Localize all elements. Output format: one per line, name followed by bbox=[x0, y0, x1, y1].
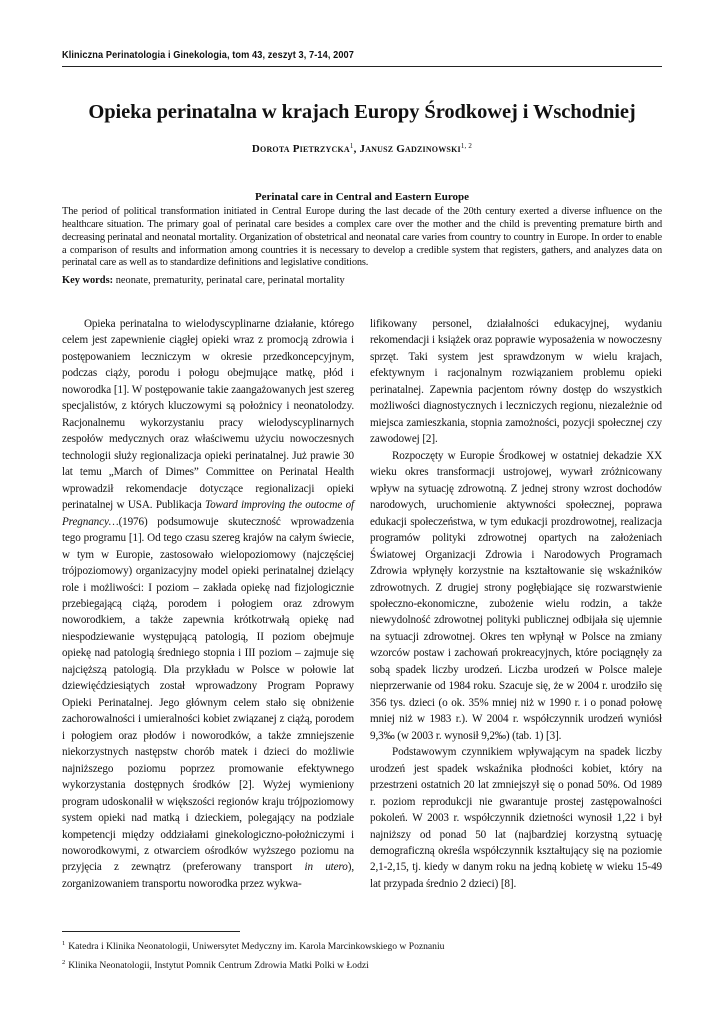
body-paragraph: Podstawowym czynnikiem wpływającym na spadek liczby urodzeń jest spadek wskaźnika płodności kobiet, który na przestrzeni ostatnich 20 lat zmniejszył się o ponad 50%. Od 1989 r. poziom reprodukcji nie gwarantuje prostej zastępowalności pokoleń. W 2003 r. współczynnik dzietności wynosił 1,22 i był najniższy od ponad 50 lat (najbardziej korzystną sytuację demograficzną określa współczynnik kształtujący się na poziomie 2,1-2,15, tj. kiedy w danym roku na jedną kobietę w wieku 15-49 lat przypada średnio 2 dzieci) [8]. bbox=[370, 746, 662, 890]
body-text: Opieka perinatalna to wielodyscyplinarne działanie, którego celem jest zapewnienie ciągłej opieki wraz z promocją zdrowia i postępowaniem leczniczym w okresie przedkoncepcyjnym, podczas ciąży, porodu i połogu obejmujące matkę, płód i noworodka [1]. W postępowanie takie zaangażowanych jest szereg specjalistów, z których kluczowymi są położnicy i neonatolodzy. Racjonalnemu wykorzystaniu pracy wielodyscyplinarnych zespołów medycznych oraz właściwemu użyciu nowoczesnych technologii służy regionalizacja opieki perinatalnej. Już prawie 30 lat temu „March of Dimes” Committee on Perinatal Health wprowadził rekomendacje dotyczące regionalizacji opieki perinatalnej w USA. Publikacja bbox=[62, 318, 354, 512]
running-header: Kliniczna Perinatologia i Ginekologia, tom 43, zeszyt 3, 7-14, 2007 bbox=[62, 50, 354, 61]
body-column-left bbox=[62, 316, 354, 892]
body-column-right bbox=[370, 316, 662, 892]
body-text: (1976) podsumowuje skuteczność wprowadzenia tego programu [1]. Od tego czasu szereg krajów na całym świecie, w tym w Europie, zastosowało wielopoziomowy (najczęściej trójpoziomowy) organizacyjny model opieki perinatalnej dzielący role i możliwości: I poziom – zakłada opiekę nad fizjologicznie przebiegającą ciążą, porodem i połogiem oraz zdrowym noworodkiem, a także zapewnia krótkotrwałą opiekę nad niespodziewanie występującą patologią, II poziom obejmuje opiekę nad patologią średniego stopnia i III poziom – zajmuje się najcięższą patologią. Dla przykładu w Polsce w połowie lat dziewięćdziesiątych został wprowadzony Program Poprawy Opieki Perinatalnej. Jego głównym celem stało się obniżenie zachorowalności i umieralności kobiet związanej z ciążą, porodem i połogiem oraz płodów i noworodków, a także zmniejszenie niekorzystnych następstw chorób matek i dzieci do możliwie najniższego poziomu poprzez promowanie efektywnego wykorzystania dostępnych środków [2]. Wyżej wymieniony program udoskonalił w większości regionów kraju trójpoziomowy system opieki nad matką i dzieckiem, polegający na podziale kompetencji między oddziałami ginekologiczno-położniczymi i noworodkowymi, z otwarciem ośrodków wyższego poziomu na przyjęcia z zewnątrz (preferowany transport bbox=[62, 515, 354, 874]
article-title: Opieka perinatalna w krajach Europy Środkowej i Wschodniej bbox=[88, 101, 636, 123]
body-paragraph: Rozpoczęty w Europie Środkowej w ostatniej dekadzie XX wieku okres transformacji ustrojowej, wywarł zróżnicowany wpływ na sytuację zdrowotną. Z jednej strony wzrost dochodów narodowych, uruchomienie aktywności społecznej, poprawa edukacji społeczeństwa, w tym edukacji prozdrowotnej, realizacja programów polityki zdrowotnej opartych na założeniach Światowej Organizacji Zdrowia i Narodowych Programach Zdrowia wpłynęły korzystnie na kształtowanie się wskaźników zdrowotnych. Z drugiej strony pogłębiające się rozwarstwienie społeczno-ekonomiczne, zubożenie wielu rodzin, a także niewydolność zdrowotnej polityki publicznej odbijała się ujemnie na sytuacji zdrowotnej. Okres ten wpłynął w Polsce na zmiany wzorców postaw i zachowań prokreacyjnych, które pociągnęły za sobą spadek liczby urodzeń. Liczba urodzeń w Polsce maleje nieprzerwanie od 1984 roku. Szacuje się, że w 2004 r. urodziło się 356 tys. dzieci (o ok. 35% mniej niż w 1990 r. i o ponad połowę mniej niż w 1983 r.). W 2004 r. współczynnik urodzeń wyniósł 9,3‰ (w 2003 r. wynosił 9,2‰) (tab. 1) [3]. bbox=[370, 449, 662, 742]
header-rule bbox=[62, 66, 662, 67]
keywords-label: Key words: bbox=[62, 275, 114, 286]
author-affiliation-mark: 1, 2 bbox=[460, 142, 473, 150]
author-separator: , bbox=[353, 143, 360, 155]
footnote bbox=[62, 938, 662, 953]
author-line bbox=[62, 142, 662, 155]
abstract-text: The period of political transformation initiated in Central Europe during the last decade of the 20th century exerted a diverse influence on the healthcare situation. The primary goal of perinatal care besides a complex care over the mother and the child is preventing premature birth and decreasing perinatal and neonatal mortality. Organization of obstetrical and neonatal care varies from country to country in Europe. In order to enable a comparison of results and information among countries it is necessary to develop a credible system that registers, gathers, and analyzes data on perinatal care as well as to standardize definitions and legislative conditions. bbox=[62, 206, 662, 269]
footnote-text: Katedra i Klinika Neonatologii, Uniwersytet Medyczny im. Karola Marcinkowskiego w Poznaniu bbox=[68, 941, 445, 952]
footnote-text: Klinika Neonatologii, Instytut Pomnik Centrum Zdrowia Matki Polki w Łodzi bbox=[68, 960, 369, 971]
citation-title: Toward improving the outocme of Pregnancy… bbox=[62, 499, 354, 528]
footnote-rule bbox=[62, 931, 240, 932]
footnote bbox=[62, 957, 662, 972]
author-affiliation-mark: 1 bbox=[349, 142, 354, 150]
abstract-title: Perinatal care in Central and Eastern Europe bbox=[254, 191, 470, 203]
body-paragraph: lifikowany personel, działalności edukacyjnej, wydaniu rekomendacji i książek oraz poprawie wyposażenia w nowoczesny sprzęt. Taki system jest sprawdzonym w wielu krajach, efektywnym i racjonalnym rozwiązaniem problemu opieki perinatalnej. Zapewnia pacjentom równy dostęp do wszystkich możliwości diagnostycznych i leczniczych regionu, niezależnie od miejsca zamieszkania, stopnia zamożności, pozycji społecznej czy zawodowej [2]. bbox=[370, 318, 662, 446]
author-name: Janusz Gadzinowski bbox=[359, 143, 461, 155]
footnote-mark: 2 bbox=[62, 959, 66, 966]
footnote-mark: 1 bbox=[62, 940, 66, 947]
italic-term: in utero bbox=[304, 861, 348, 874]
body-paragraph bbox=[62, 316, 354, 892]
keywords bbox=[62, 274, 662, 287]
keywords-list: neonate, prematurity, perinatal care, perinatal mortality bbox=[115, 275, 345, 286]
body-text: ), zorganizowaniem transportu noworodka przez wykwa- bbox=[62, 861, 354, 890]
author-name: Dorota Pietrzycka bbox=[251, 143, 350, 155]
